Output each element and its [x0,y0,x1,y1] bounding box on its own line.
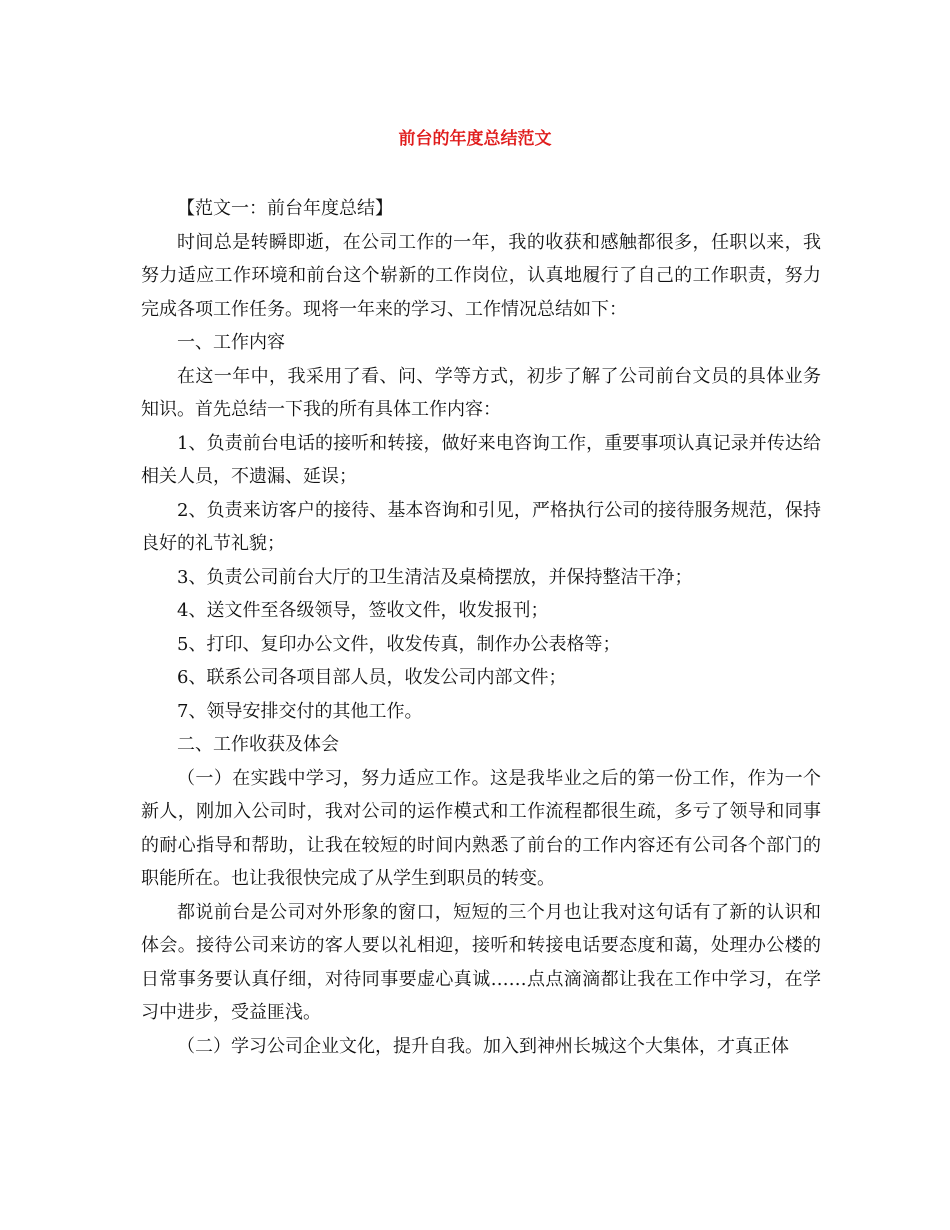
list-item-5: 5、打印、复印办公文件，收发传真，制作办公表格等； [177,633,621,655]
list-item-3: 3、负责公司前台大厅的卫生清洁及桌椅摆放，并保持整洁干净； [177,566,693,588]
paragraph-heading-sample-one: 【范文一：前台年度总结】 [177,198,393,219]
paragraph-corporate-culture: （二）学习公司企业文化，提升自我。加入到神州长城这个大集体，才真正体 [177,1035,789,1057]
document-body [141,192,821,1063]
list-item-4: 4、送文件至各级领导，签收文件，收发报刊； [177,600,549,621]
section-heading-gains: 二、工作收获及体会 [177,734,339,755]
paragraph-intro: 时间总是转瞬即逝，在公司工作的一年，我的收获和感触都很多，任职以来，我努力适应工作环境和前台这个崭新的工作岗位，认真地履行了自己的工作职责，努力完成各项工作任务。现将一年来的学习、工作情况总结如下： [141,231,821,320]
paragraph-practice-learning: （一）在实践中学习，努力适应工作。这是我毕业之后的第一份工作，作为一个新人，刚加入公司时，我对公司的运作模式和工作流程都很生疏，多亏了领导和同事的耐心指导和帮助，让我在较短的时间内熟悉了前台的工作内容还有公司各个部门的职能所在。也让我很快完成了从学生到职员的转变。 [141,767,821,889]
paragraph-work-content-intro: 在这一年中，我采用了看、问、学等方式，初步了解了公司前台文员的具体业务知识。首先总结一下我的所有具体工作内容： [141,365,821,420]
list-item-1: 1、负责前台电话的接听和转接，做好来电咨询工作，重要事项认真记录并传达给相关人员，不遗漏、延误； [141,432,821,487]
list-item-6: 6、联系公司各项目部人员，收发公司内部文件； [177,667,567,688]
document-title: 前台的年度总结范文 [398,129,552,149]
list-item-7: 7、领导安排交付的其他工作。 [177,700,423,722]
list-item-2: 2、负责来访客户的接待、基本咨询和引见，严格执行公司的接待服务规范，保持良好的礼节礼貌； [141,499,821,554]
paragraph-front-desk-window: 都说前台是公司对外形象的窗口，短短的三个月也让我对这句话有了新的认识和体会。接待公司来访的客人要以礼相迎，接听和转接电话要态度和蔼，处理办公楼的日常事务要认真仔细，对待同事要虚心真诚……点点滴滴都让我在工作中学习，在学习中进步，受益匪浅。 [141,901,821,1023]
section-heading-work-content: 一、工作内容 [177,332,285,353]
